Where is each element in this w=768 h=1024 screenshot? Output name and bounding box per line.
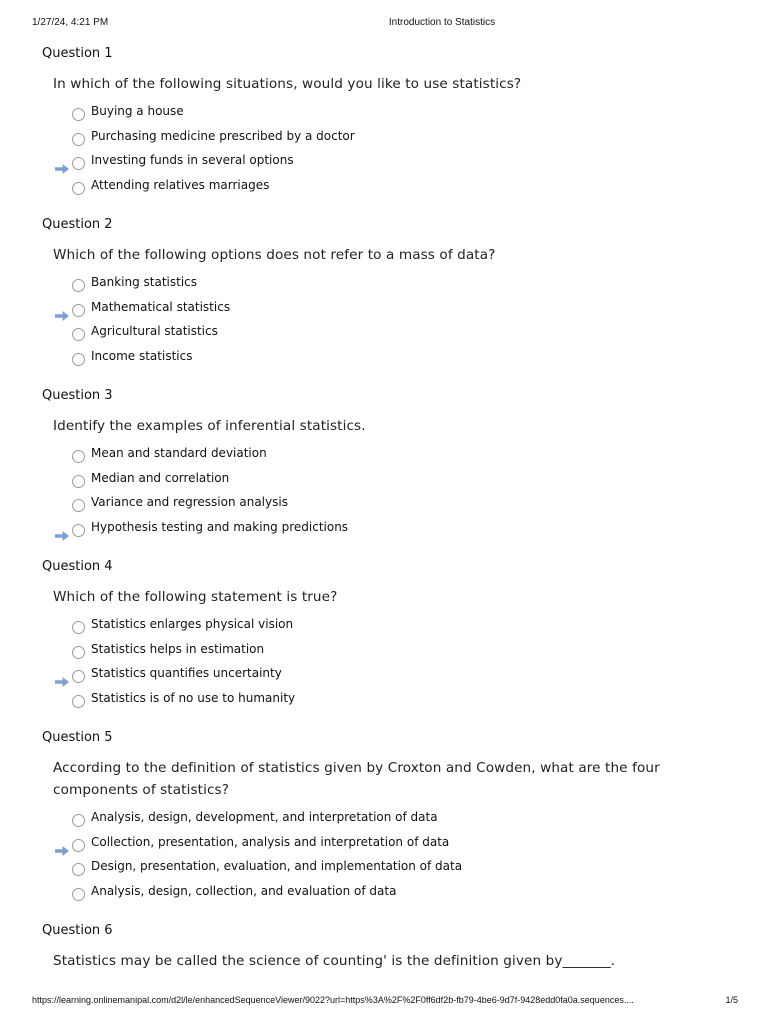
answer-option[interactable] — [42, 177, 732, 202]
print-datetime: 1/27/24, 4:21 PM — [32, 17, 109, 28]
radio-button[interactable] — [72, 646, 85, 659]
radio-button[interactable] — [72, 475, 85, 488]
answer-option-label: Banking statistics — [91, 275, 198, 289]
answer-options — [42, 809, 732, 907]
answer-options — [42, 616, 732, 714]
answer-option-label: Analysis, design, development, and interpretation of data — [91, 810, 438, 824]
right-arrow-icon — [55, 526, 69, 536]
answer-option[interactable] — [42, 665, 732, 690]
answer-options — [42, 103, 732, 201]
question-text: Which of the following statement is true? — [53, 589, 338, 605]
radio-button[interactable] — [72, 279, 85, 292]
answer-option[interactable] — [42, 519, 732, 544]
answer-option-label: Variance and regression analysis — [91, 495, 288, 509]
print-header — [0, 17, 768, 33]
radio-button[interactable] — [72, 182, 85, 195]
question-text: According to the definition of statistics given by Croxton and Cowden, what are the four components of statistics? — [53, 760, 660, 798]
print-footer — [0, 995, 768, 1011]
answer-option-label: Purchasing medicine prescribed by a doctor — [91, 128, 355, 143]
question-text: Which of the following options does not refer to a mass of data? — [53, 247, 496, 263]
answer-option[interactable] — [42, 690, 732, 715]
radio-button[interactable] — [72, 621, 85, 634]
answer-option-label: Income statistics — [91, 348, 193, 363]
answer-option[interactable] — [42, 445, 732, 470]
answer-option[interactable] — [42, 323, 732, 348]
question-number: Question 3 — [42, 388, 113, 403]
question-block — [42, 728, 732, 907]
answer-option-label: Buying a house — [91, 104, 184, 118]
answer-option-label: Design, presentation, evaluation, and implementation of data — [91, 859, 463, 873]
answer-option-label: Hypothesis testing and making predictions — [91, 519, 349, 534]
answer-option-label: Median and correlation — [91, 470, 230, 485]
question-text: Identify the examples of inferential statistics. — [53, 418, 366, 434]
answer-option-label: Mean and standard deviation — [91, 446, 267, 460]
print-title: Introduction to Statistics — [388, 17, 496, 28]
answer-option[interactable] — [42, 834, 732, 859]
print-url: https://learning.onlinemanipal.com/d2l/le/enhancedSequenceViewer/9022?url=https%3A%2F%2F0ff6df2b-fb79-4be6-9d7f-9428edd0fa0a.sequences.... — [32, 995, 634, 1005]
answer-option-label: Statistics quantifies uncertainty — [91, 666, 282, 680]
right-arrow-icon — [55, 672, 69, 682]
answer-option-label: Attending relatives marriages — [91, 177, 270, 192]
question-number: Question 6 — [42, 923, 113, 938]
question-text: In which of the following situations, would you like to use statistics? — [53, 76, 522, 92]
radio-button[interactable] — [72, 670, 85, 683]
answer-options — [42, 445, 732, 543]
right-arrow-icon — [55, 841, 69, 851]
question-block — [42, 921, 732, 972]
radio-button[interactable] — [72, 157, 85, 170]
answer-option[interactable] — [42, 152, 732, 177]
answer-option-label: Agricultural statistics — [91, 324, 218, 338]
right-arrow-icon — [55, 306, 69, 316]
right-arrow-icon — [55, 159, 69, 169]
answer-option-label: Statistics is of no use to humanity — [91, 690, 296, 705]
answer-option[interactable] — [42, 103, 732, 128]
question-block — [42, 386, 732, 543]
answer-option[interactable] — [42, 809, 732, 834]
radio-button[interactable] — [72, 863, 85, 876]
answer-option[interactable] — [42, 616, 732, 641]
answer-option[interactable] — [42, 128, 732, 153]
radio-button[interactable] — [72, 450, 85, 463]
radio-button[interactable] — [72, 695, 85, 708]
answer-option-label: Analysis, design, collection, and evaluation of data — [91, 883, 397, 898]
radio-button[interactable] — [72, 108, 85, 121]
radio-button[interactable] — [72, 133, 85, 146]
radio-button[interactable] — [72, 888, 85, 901]
question-block — [42, 215, 732, 372]
answer-option[interactable] — [42, 274, 732, 299]
page-number: 1/5 — [725, 995, 738, 1005]
answer-option[interactable] — [42, 494, 732, 519]
answer-options — [42, 274, 732, 372]
radio-button[interactable] — [72, 328, 85, 341]
question-block — [42, 557, 732, 714]
radio-button[interactable] — [72, 814, 85, 827]
answer-option-label: Mathematical statistics — [91, 299, 231, 314]
radio-button[interactable] — [72, 499, 85, 512]
answer-option[interactable] — [42, 299, 732, 324]
radio-button[interactable] — [72, 524, 85, 537]
question-number: Question 4 — [42, 559, 113, 574]
answer-option[interactable] — [42, 641, 732, 666]
radio-button[interactable] — [72, 304, 85, 317]
answer-option-label: Statistics helps in estimation — [91, 641, 265, 656]
answer-option[interactable] — [42, 348, 732, 373]
answer-option[interactable] — [42, 883, 732, 908]
answer-option[interactable] — [42, 470, 732, 495]
answer-option[interactable] — [42, 858, 732, 883]
quiz-content — [42, 44, 732, 972]
answer-option-label: Investing funds in several options — [91, 153, 294, 167]
question-number: Question 5 — [42, 730, 113, 745]
radio-button[interactable] — [72, 839, 85, 852]
question-text: Statistics may be called the science of counting' is the definition given by_______. — [53, 953, 616, 969]
answer-option-label: Collection, presentation, analysis and interpretation of data — [91, 834, 450, 849]
question-number: Question 1 — [42, 46, 113, 61]
question-block — [42, 44, 732, 201]
question-number: Question 2 — [42, 217, 113, 232]
answer-option-label: Statistics enlarges physical vision — [91, 617, 294, 631]
radio-button[interactable] — [72, 353, 85, 366]
